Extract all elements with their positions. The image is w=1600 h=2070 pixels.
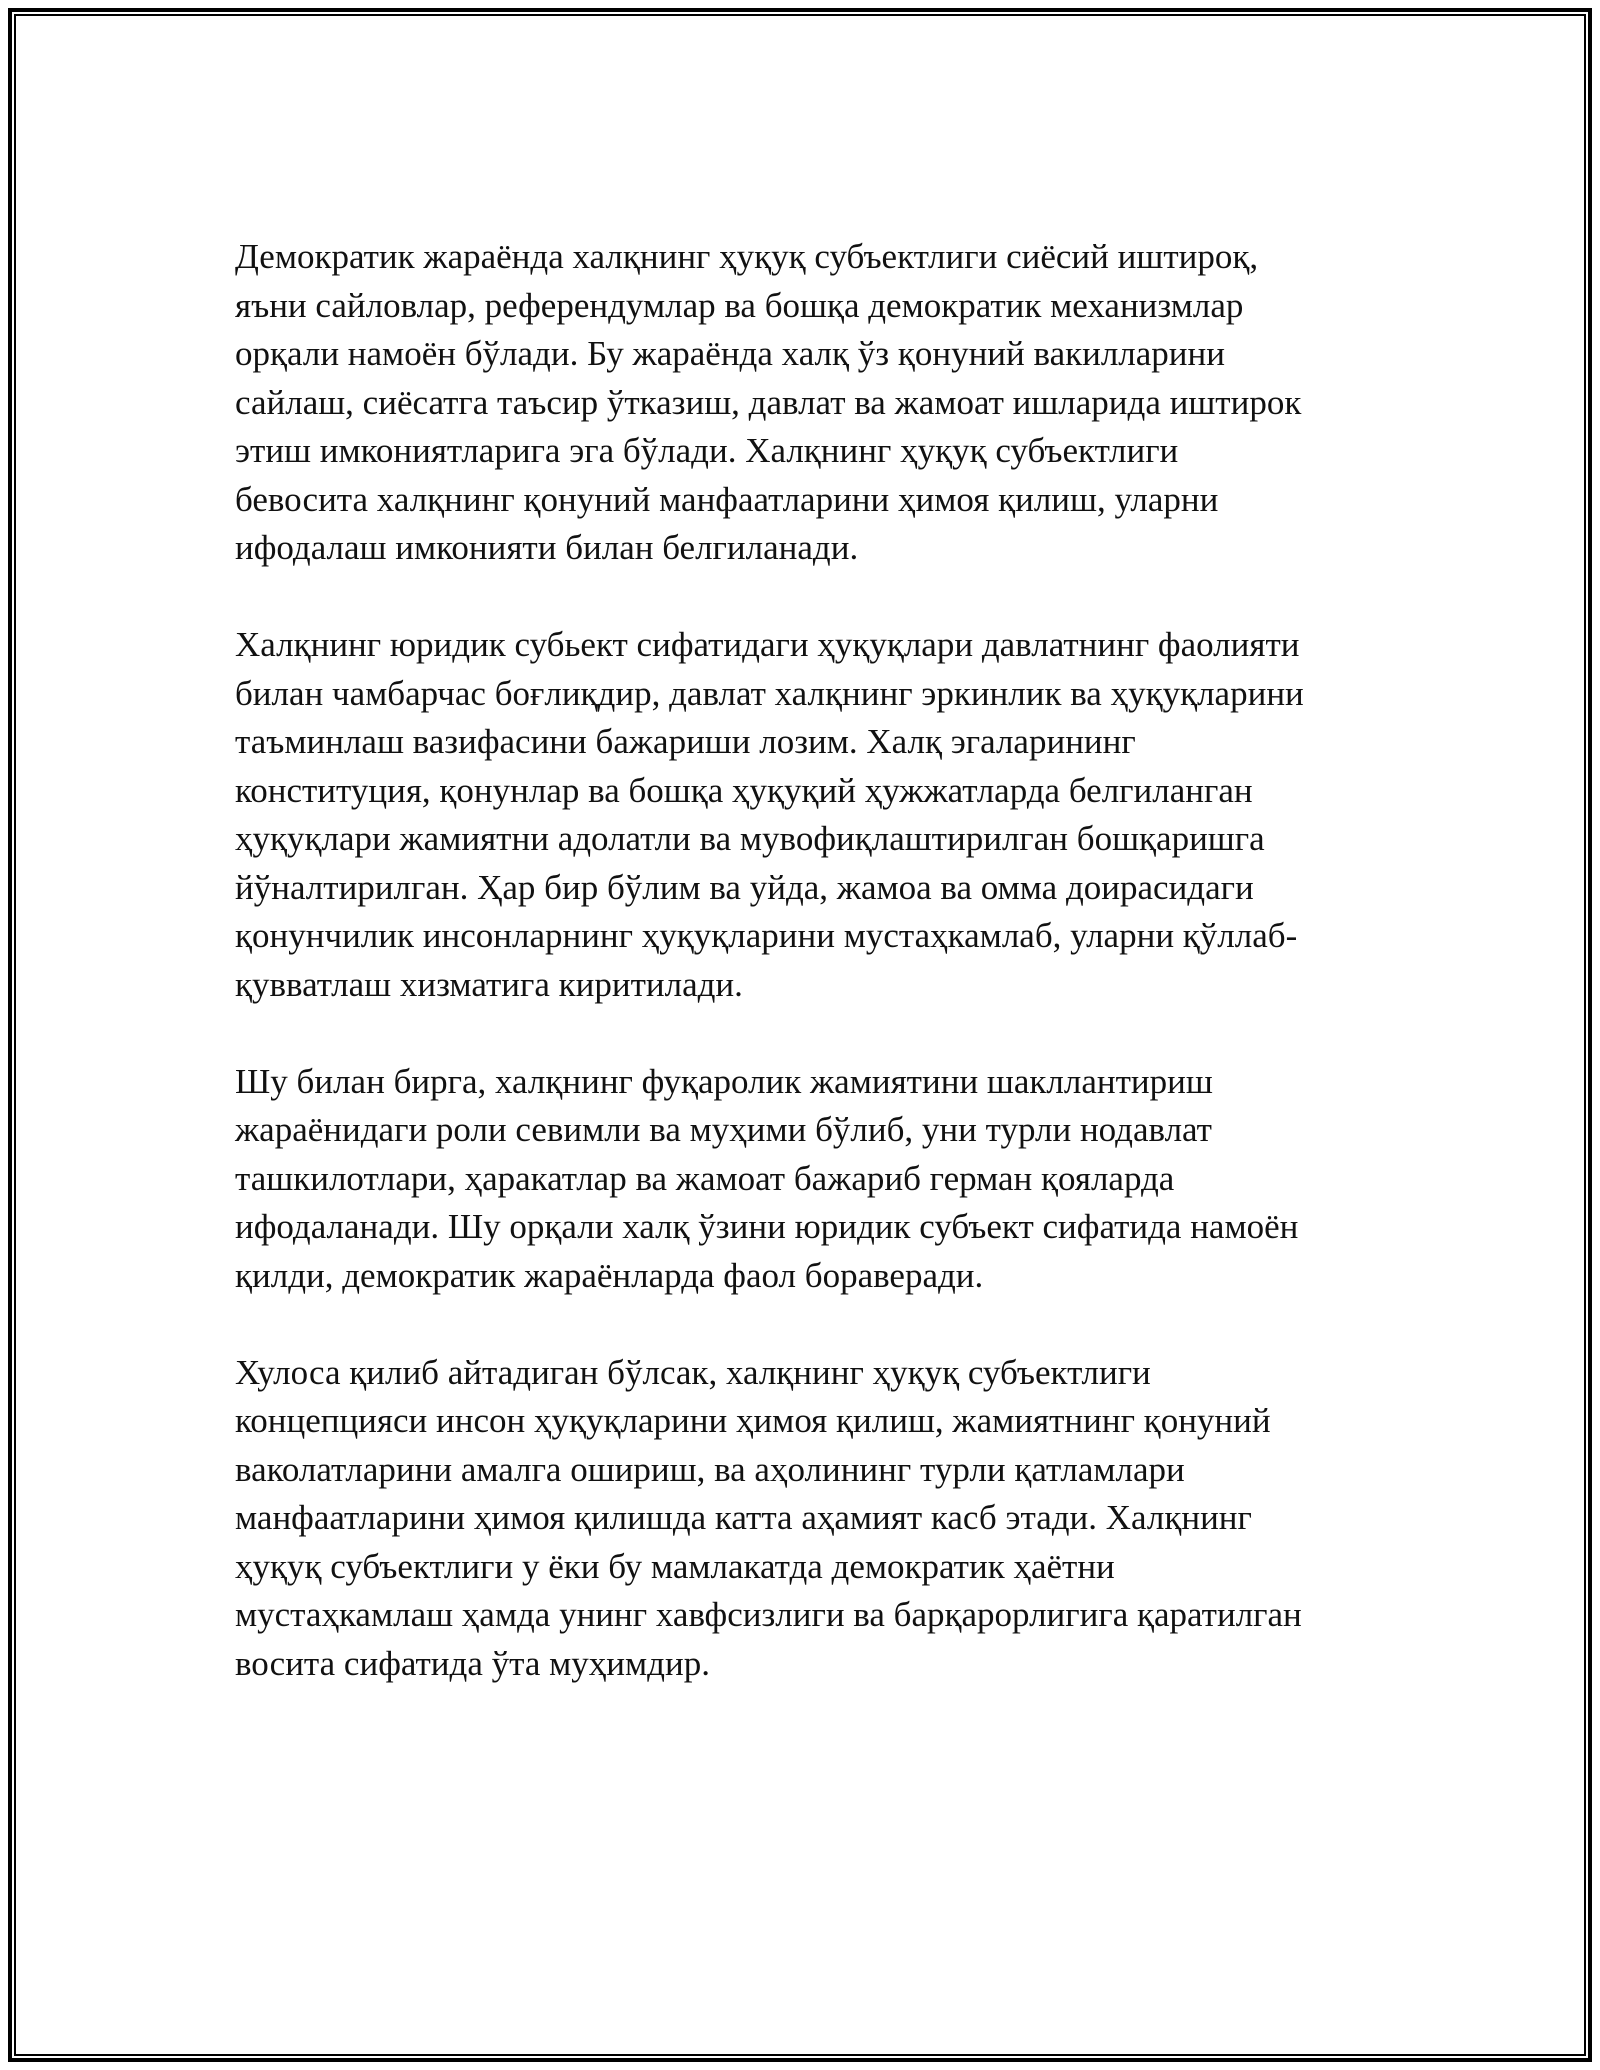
paragraph-1 bbox=[235, 233, 1375, 573]
text-line: таъминлаш вазифасини бажариши лозим. Халқ эгаларининг bbox=[235, 722, 1136, 761]
text-line: восита сифатида ўта муҳимдир. bbox=[235, 1643, 710, 1683]
text-line: ташкилотлари, ҳаракатлар ва жамоат бажариб герман қояларда bbox=[235, 1158, 1175, 1198]
text-line: ҳуқуқ субъектлиги у ёки бу мамлакатда демократик ҳаётни bbox=[235, 1546, 1115, 1586]
text-line: бевосита халқнинг қонуний манфаатларини ҳимоя қилиш, уларни bbox=[235, 479, 1219, 519]
text-line: қонунчилик инсонларнинг ҳуқуқларини мустаҳкамлаб, уларни қўллаб- bbox=[235, 916, 1298, 955]
text-line: манфаатларини ҳимоя қилишда катта аҳамият касб этади. Халқнинг bbox=[235, 1498, 1252, 1537]
text-line: конституция, қонунлар ва бошқа ҳуқуқий ҳужжатларда белгиланган bbox=[235, 770, 1253, 810]
paragraph-4 bbox=[235, 1349, 1375, 1689]
document-body bbox=[235, 233, 1375, 1737]
text-line: ҳуқуқлари жамиятни адолатли ва мувофиқлаштирилган бошқаришга bbox=[235, 819, 1265, 858]
text-line: орқали намоён бўлади. Бу жараёнда халқ ўз қонуний вакилларини bbox=[235, 334, 1225, 373]
text-line: концепцияси инсон ҳуқуқларини ҳимоя қилиш, жамиятнинг қонуний bbox=[235, 1401, 1271, 1440]
text-line: Шу билан бирга, халқнинг фуқаролик жамиятини шакллантириш bbox=[235, 1061, 1213, 1101]
text-line: ваколатларини амалга ошириш, ва аҳолининг турли қатламлари bbox=[235, 1449, 1185, 1489]
text-line: жараёнидаги роли севимли ва муҳими бўлиб, уни турли нодавлат bbox=[235, 1110, 1212, 1149]
text-line: Хулоса қилиб айтадиган бўлсак, халқнинг ҳуқуқ субъектлиги bbox=[235, 1352, 1151, 1392]
text-line: мустаҳкамлаш ҳамда унинг хавфсизлиги ва барқарорлигига қаратилган bbox=[235, 1595, 1302, 1634]
text-line: Демократик жараёнда халқнинг ҳуқуқ субъектлиги сиёсий иштироқ, bbox=[235, 237, 1259, 276]
text-line: қувватлаш хизматига киритилади. bbox=[235, 964, 743, 1004]
text-line: билан чамбарчас боғлиқдир, давлат халқнинг эркинлик ва ҳуқуқларини bbox=[235, 673, 1304, 713]
text-line: этиш имкониятларига эга бўлади. Халқнинг ҳуқуқ субъектлиги bbox=[235, 431, 1179, 470]
text-line: қилди, демократик жараёнларда фаол бораверади. bbox=[235, 1255, 984, 1295]
text-line: ифодалаш имконияти билан белгиланади. bbox=[235, 528, 859, 567]
text-line: яъни сайловлар, референдумлар ва бошқа демократик механизмлар bbox=[235, 285, 1244, 325]
text-line: йўналтирилган. Ҳар бир бўлим ва уйда, жамоа ва омма доирасидаги bbox=[235, 867, 1254, 907]
text-line: ифодаланади. Шу орқали халқ ўзини юридик субъект сифатида намоён bbox=[235, 1207, 1299, 1246]
text-line: сайлаш, сиёсатга таъсир ўтказиш, давлат ва жамоат ишларида иштирок bbox=[235, 382, 1302, 422]
text-line: Халқнинг юридик субьект сифатидаги ҳуқуқлари давлатнинг фаолияти bbox=[235, 625, 1300, 664]
paragraph-3 bbox=[235, 1058, 1375, 1301]
paragraph-2 bbox=[235, 621, 1375, 1009]
